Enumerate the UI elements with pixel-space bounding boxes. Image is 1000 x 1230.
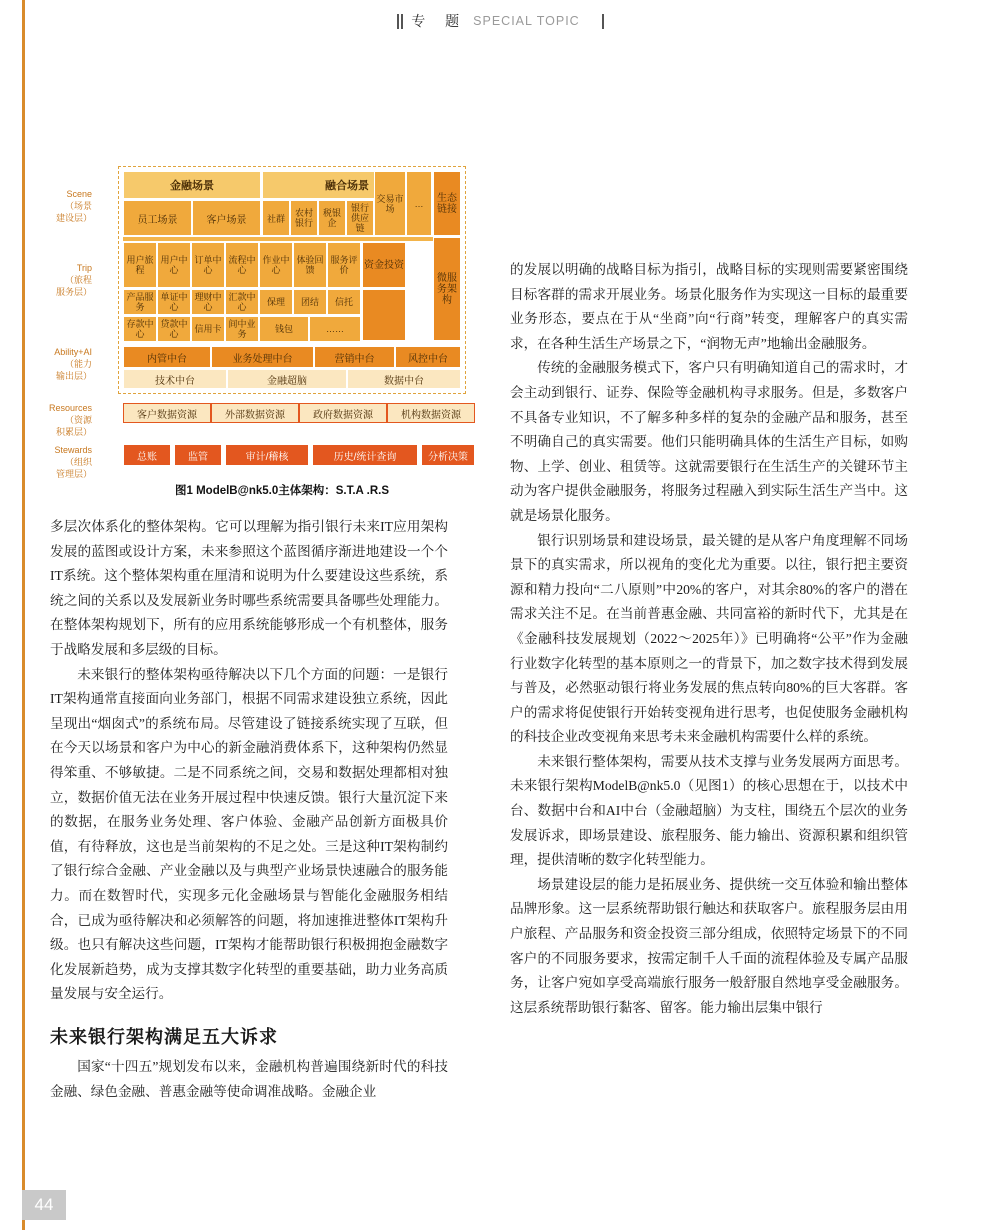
- resources-government-data: 政府数据资源: [299, 403, 387, 423]
- stewards-history-stats: 历史/统计查询: [312, 444, 418, 466]
- paragraph: 场景建设层的能力是拓展业务、提供统一交互体验和输出整体品牌形象。这一层系统帮助银行触达和获取客户。旅程服务层由用户旅程、产品服务和资金投资三部分组成，依照特定场景下的不同客户的不同服务要求，按需定制千人千面的流程体验及专属产品服务，让客户宛如享受高端旅行服务一般舒服自然地享受金融服务。这层系统帮助银行黏客、留客。能力输出层集中银行: [510, 876, 908, 1015]
- layer-label-ability: Ability+AI （能力 输出层）: [54, 347, 92, 381]
- scene-item-tax-bank: 税银企: [318, 200, 346, 236]
- trip-row2-wealth-center: 理财中心: [191, 289, 225, 315]
- paragraph: 传统的金融服务模式下，客户只有明确知道自己的需求时，才会主动到银行、证券、保险等金融机构寻求服务。但是，多数客户不具备专业知识，不了解多种多样的复杂的金融产品和服务，甚至不明确自己的真实需要。他们只能明确具体的生活生产目标，如购物、上学、创业、租赁等。这就需要银行在生活生产的关键环节主动为客户提供金融服务，将服务过程融入到实际生活生产当中。这就是场景化服务。: [510, 360, 908, 523]
- ability-financial-brain: 金融超脑: [227, 369, 347, 389]
- scene-title-left: 金融场景: [123, 171, 261, 199]
- scene-item-customer: 客户场景: [192, 200, 261, 236]
- trip-divider: [123, 237, 461, 241]
- trip-row1-user-journey: 用户旅程: [123, 242, 157, 288]
- scene-side-ecosystem: 生态链接: [433, 171, 461, 236]
- scene-item-rural-bank: 农村银行: [290, 200, 318, 236]
- layer-label-trip: Trip （旅程 服务层）: [55, 263, 92, 297]
- scene-item-trading-market: 交易市场: [374, 171, 406, 236]
- scene-title-right: 融合场景: [262, 171, 432, 199]
- scene-item-ellipsis: …: [406, 171, 432, 236]
- layer-label-resources: Resources （资源 积累层）: [48, 403, 92, 437]
- header-rule-1: [397, 14, 399, 29]
- trip-row1-service-rating: 服务评价: [327, 242, 361, 288]
- trip-row3-intermediary-business: 间中业务: [225, 316, 259, 342]
- trip-row1-order-center: 订单中心: [191, 242, 225, 288]
- trip-row2-product-service: 产品服务: [123, 289, 157, 315]
- left-text-column: [50, 515, 448, 1105]
- left-orange-rule: [22, 0, 25, 1230]
- trip-row2-remittance-center: 汇款中心: [225, 289, 259, 315]
- header-rule-2: [401, 14, 403, 29]
- ability-marketing-platform: 营销中台: [314, 346, 395, 368]
- header-rule-3: [602, 14, 604, 29]
- trip-row2-documents-center: 单证中心: [157, 289, 191, 315]
- stewards-supervision: 监管: [174, 444, 222, 466]
- stewards-audit: 审计/稽核: [225, 444, 309, 466]
- paragraph: 的发展以明确的战略目标为指引，战略目标的实现则需要紧密围绕目标客群的需求开展业务。场景化服务作为实现这一目标的最重要业务形态，要点在于从“坐商”向“行商”转变，理解客户的真实需求，在各种生活生产场景之下，“润物无声”地输出金融服务。: [510, 262, 908, 351]
- paragraph: 多层次体系化的整体架构。它可以理解为指引银行未来IT应用架构发展的蓝图或设计方案，未来参照这个蓝图循序渐进地建设一个个IT系统。这个整体架构重在厘清和说明为什么要建设这些系统，系统之间的关系以及发展新业务时哪些系统需要具备哪些处理能力。在整体架构规划下，所有的应用系统能够形成一个有机整体，服务于战略发展和多层级的目标。: [50, 519, 448, 657]
- trip-row2-trust: 信托: [327, 289, 361, 315]
- scene-item-supply-chain: 银行供应链: [346, 200, 374, 236]
- trip-row1-operation-center: 作业中心: [259, 242, 293, 288]
- trip-row2-factoring: 保理: [259, 289, 293, 315]
- trip-capital-investment: 资金投资: [362, 242, 406, 288]
- header-title-en: SPECIAL TOPIC: [473, 14, 580, 28]
- stewards-general-ledger: 总账: [123, 444, 171, 466]
- scene-item-community: 社群: [262, 200, 290, 236]
- resources-institution-data: 机构数据资源: [387, 403, 475, 423]
- trip-row1-user-center: 用户中心: [157, 242, 191, 288]
- paragraph: 国家“十四五”规划发布以来，金融机构普遍围绕新时代的科技金融、绿色金融、普惠金融等使命调准战略。金融企业: [50, 1059, 448, 1100]
- trip-row3-deposit-center: 存款中心: [123, 316, 157, 342]
- trip-side-microservice: 微服务架构: [433, 237, 461, 341]
- scene-item-employee: 员工场景: [123, 200, 192, 236]
- trip-row2-syndication: 团结: [293, 289, 327, 315]
- ability-data-platform: 数据中台: [347, 369, 461, 389]
- resources-customer-data: 客户数据资源: [123, 403, 211, 423]
- trip-row1-experience-feedback: 体验回馈: [293, 242, 327, 288]
- stewards-analysis-decision: 分析决策: [421, 444, 475, 466]
- page-number: 44: [22, 1190, 66, 1220]
- trip-row3-ellipsis: ……: [309, 316, 361, 342]
- right-text-column: [510, 258, 908, 1020]
- layer-label-scene: Scene （场景 建设层）: [55, 189, 92, 223]
- trip-row3-wallet: 钱包: [259, 316, 309, 342]
- trip-row3-loan-center: 贷款中心: [157, 316, 191, 342]
- paragraph: 未来银行整体架构，需要从技术支撑与业务发展两方面思考。未来银行架构ModelB@nk5.0（见图1）的核心思想在于，以技术中台、数据中台和AI中台（金融超脑）为支柱，围绕五个层次的业务发展诉求，即场景建设、旅程服务、能力输出、资源积累和组织管理，提供清晰的数字化转型能力。: [510, 753, 908, 868]
- ability-tech-platform: 技术中台: [123, 369, 227, 389]
- architecture-figure: [48, 166, 468, 496]
- resources-external-data: 外部数据资源: [211, 403, 299, 423]
- section-heading: 未来银行架构满足五大诉求: [50, 1026, 278, 1047]
- trip-capital-investment-lower: [362, 289, 406, 341]
- ability-risk-platform: 风控中台: [395, 346, 461, 368]
- paragraph: 银行识别场景和建设场景，最关键的是从客户角度理解不同场景下的真实需求，所以视角的变化尤为重要。以往，银行把主要资源和精力投向“二八原则”中20%的客户，对其余80%的客户的潜在需求关注不足。在当前普惠金融、共同富裕的新时代下，尤其是在《金融科技发展规划（2022～2025年）》已明确将“公平”作为金融行业数字化转型的基本原则之一的背景下，加之数字技术得到发展与普及，必然驱动银行将业务发展的焦点转向80%的巨大客群。客户的需求将促使银行开始转变视角进行思考，也促使服务金融机构的科技企业改变视角来思考未来金融机构需要什么样的系统。: [510, 532, 908, 745]
- header-title-zh: 专 题: [411, 13, 468, 29]
- layer-label-stewards: Stewards （组织 管理层）: [54, 445, 92, 479]
- paragraph: 未来银行的整体架构亟待解决以下几个方面的问题：一是银行IT架构通常直接面向业务部门，根据不同需求建设独立系统，因此呈现出“烟囱式”的系统布局。尽管建设了链接系统实现了互联，但在今天以场景和客户为中心的新金融消费体系下，这种架构仍然显得笨重、不够敏捷。二是不同系统之间，交易和数据处理都相对独立，数据价值无法在业务开展过程中快速反馈。银行大量沉淀下来的数据，在服务业务处理、客户体验、金融产品创新方面极具价值，有待释放，这也是当前架构的不足之处。三是这种IT架构制约了银行综合金融、产业金融以及与典型产业场景快速融合的服务能力。而在数智时代，实现多元化金融场景与智能化金融服务相结合，已成为亟待解决和必须解答的问题，将加速推进整体IT架构升级。也只有解决这些问题，IT架构才能帮助银行积极拥抱金融数字化发展新趋势，成为支撑其数字化转型的重要基础，助力业务高质量发展与安全运行。: [50, 666, 448, 1002]
- ability-inner-mgmt-platform: 内管中台: [123, 346, 211, 368]
- trip-row1-process-center: 流程中心: [225, 242, 259, 288]
- figure-caption: 图1 ModelB@nk5.0主体架构：S.T.A .R.S: [175, 485, 389, 497]
- ability-business-platform: 业务处理中台: [211, 346, 314, 368]
- page-header: [0, 8, 1000, 34]
- trip-row3-credit-card: 信用卡: [191, 316, 225, 342]
